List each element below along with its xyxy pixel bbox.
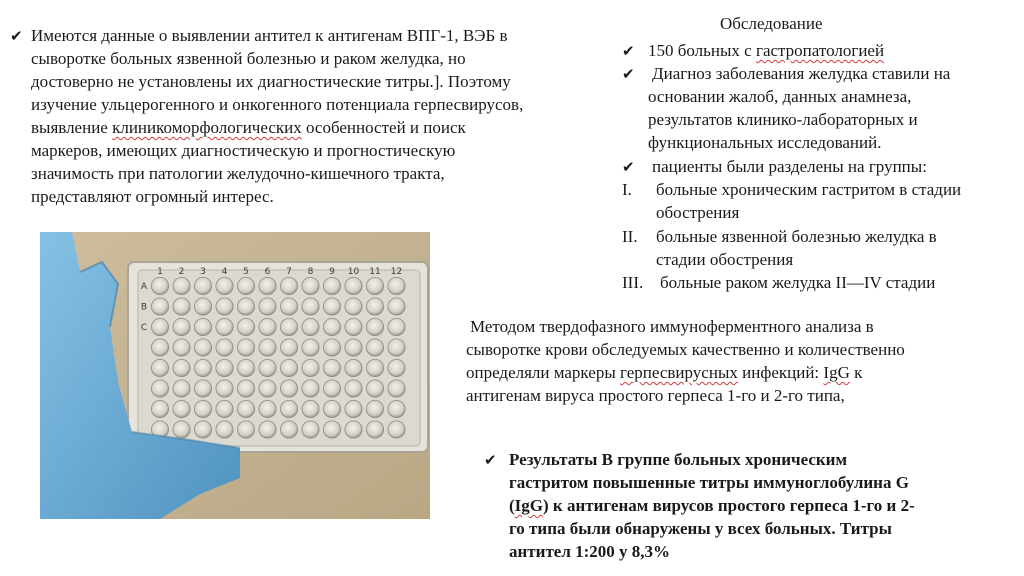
- plate-row-labels: [141, 282, 148, 333]
- study-item-3: пациенты были разделены на группы:: [652, 157, 927, 176]
- plate-well: [237, 380, 254, 397]
- method-line-1: Методом твердофазного иммуноферментного анализа в: [470, 317, 874, 336]
- plate-well: [388, 318, 405, 335]
- checkmark-icon: ✔: [10, 27, 23, 45]
- results-line-3: (IgG) к антигенам вирусов простого герпеса 1-го и 2-: [509, 496, 915, 515]
- plate-well: [323, 421, 340, 438]
- results-line-5: антител 1:200 у 8,3%: [509, 542, 671, 561]
- group-3-line-1: больные раком желудка II—IV стадии: [660, 273, 936, 292]
- plate-well: [345, 277, 362, 294]
- plate-column-label: 12: [390, 267, 403, 277]
- plate-well: [323, 298, 340, 315]
- checkmark-icon: ✔: [622, 158, 635, 176]
- plate-well: [173, 380, 190, 397]
- plate-well: [388, 339, 405, 356]
- plate-well: [280, 380, 297, 397]
- plate-well: [280, 277, 297, 294]
- plate-well: [216, 359, 233, 376]
- intro-line-8: представляют огромный интерес.: [31, 187, 274, 206]
- plate-well: [366, 380, 383, 397]
- plate-row-label: B: [140, 302, 148, 313]
- group-2-line-1: больные язвенной болезнью желудка в: [656, 227, 937, 246]
- plate-well: [194, 400, 211, 417]
- intro-line-3: достоверно не установлены их диагностические титры.]. Поэтому: [31, 72, 511, 91]
- intro-line-5: выявление клиникоморфологических особенностей и поиск: [31, 118, 466, 137]
- plate-well: [216, 421, 233, 438]
- plate-well: [216, 380, 233, 397]
- plate-well: [323, 318, 340, 335]
- plate-well: [237, 339, 254, 356]
- plate-well: [216, 318, 233, 335]
- intro-line-1: Имеются данные о выявлении антител к антигенам ВПГ-1, ВЭБ в: [31, 26, 508, 45]
- plate-well: [388, 421, 405, 438]
- plate-well: [280, 298, 297, 315]
- plate-well: [194, 298, 211, 315]
- intro-line-6: маркеров, имеющих диагностическую и прогностическую: [31, 141, 456, 160]
- intro-line-4: изучение ульцерогенного и онкогенного потенциала герпесвирусов,: [31, 95, 524, 114]
- plate-well: [388, 380, 405, 397]
- study-item-2-line-3: результатов клинико-лабораторных и: [648, 110, 918, 129]
- plate-well: [237, 318, 254, 335]
- plate-well: [366, 339, 383, 356]
- plate-well: [345, 400, 362, 417]
- plate-well: [237, 400, 254, 417]
- plate-well: [366, 400, 383, 417]
- plate-well: [216, 277, 233, 294]
- results-line-4: го типа были обнаружены у всех больных. Титры: [509, 519, 892, 538]
- plate-well: [280, 421, 297, 438]
- group-numeral-1: I.: [622, 180, 632, 199]
- group-numeral-3: III.: [622, 273, 644, 292]
- plate-well: [259, 380, 276, 397]
- plate-well: [323, 400, 340, 417]
- plate-well: [302, 298, 319, 315]
- plate-well: [323, 339, 340, 356]
- plate-well: [194, 277, 211, 294]
- plate-well: [237, 298, 254, 315]
- plate-well: [345, 421, 362, 438]
- study-item-1: 150 больных с гастропатологией: [648, 41, 885, 60]
- plate-well: [259, 421, 276, 438]
- plate-well: [173, 298, 190, 315]
- intro-line-7: значимость при патологии желудочно-кишечного тракта,: [31, 164, 445, 183]
- plate-well: [259, 400, 276, 417]
- plate-well: [345, 359, 362, 376]
- plate-well: [151, 400, 168, 417]
- study-item-2-line-4: функциональных исследований.: [648, 133, 882, 152]
- plate-well: [173, 359, 190, 376]
- plate-well: [280, 359, 297, 376]
- plate-well: [173, 318, 190, 335]
- results-line-2: гастритом повышенные титры иммуноглобулина G: [509, 473, 909, 492]
- plate-column-label: 7: [286, 267, 292, 277]
- plate-well: [151, 298, 168, 315]
- plate-well: [302, 380, 319, 397]
- plate-well: [345, 380, 362, 397]
- plate-well: [173, 339, 190, 356]
- plate-well: [173, 277, 190, 294]
- plate-column-label: 1: [157, 267, 163, 277]
- plate-well: [302, 400, 319, 417]
- plate-well: [194, 380, 211, 397]
- plate-well: [151, 277, 168, 294]
- plate-well: [366, 298, 383, 315]
- group-2-line-2: стадии обострения: [656, 250, 794, 269]
- plate-well: [173, 400, 190, 417]
- plate-row-label: C: [140, 323, 148, 333]
- method-line-4: антигенам вируса простого герпеса 1-го и 2-го типа,: [466, 386, 845, 405]
- plate-well: [237, 421, 254, 438]
- plate-column-label: 10: [347, 267, 360, 277]
- plate-well: [323, 380, 340, 397]
- plate-well: [259, 339, 276, 356]
- plate-well: [366, 421, 383, 438]
- plate-column-label: 9: [329, 267, 335, 277]
- plate-well: [388, 277, 405, 294]
- plate-well: [366, 318, 383, 335]
- plate-well: [237, 359, 254, 376]
- plate-well: [151, 359, 168, 376]
- plate-well: [280, 339, 297, 356]
- group-1-line-1: больные хроническим гастритом в стадии: [656, 180, 962, 199]
- checkmark-icon: ✔: [622, 42, 635, 60]
- plate-well: [216, 400, 233, 417]
- plate-well: [280, 400, 297, 417]
- plate-well: [323, 359, 340, 376]
- checkmark-icon: ✔: [622, 65, 635, 83]
- study-item-2-line-2: основании жалоб, данных анамнеза,: [648, 87, 912, 106]
- group-1-line-2: обострения: [656, 203, 740, 222]
- plate-well: [151, 339, 168, 356]
- plate-well: [194, 318, 211, 335]
- plate-well: [194, 359, 211, 376]
- plate-well: [194, 421, 211, 438]
- plate-well: [388, 359, 405, 376]
- plate-column-label: 4: [221, 267, 228, 277]
- plate-well: [151, 318, 168, 335]
- plate-well: [216, 339, 233, 356]
- group-numeral-2: II.: [622, 227, 638, 246]
- plate-column-label: 6: [264, 267, 271, 277]
- plate-well: [280, 318, 297, 335]
- plate-well: [302, 359, 319, 376]
- plate-well: [302, 339, 319, 356]
- plate-well: [259, 359, 276, 376]
- results-line-1: Результаты В группе больных хроническим: [509, 450, 848, 469]
- plate-column-label: 3: [200, 267, 206, 277]
- plate-column-label: 11: [369, 267, 381, 277]
- plate-well: [259, 277, 276, 294]
- plate-well: [302, 318, 319, 335]
- plate-well: [388, 298, 405, 315]
- plate-well: [259, 298, 276, 315]
- microplate-photo: [40, 232, 430, 519]
- plate-well: [259, 318, 276, 335]
- plate-well: [302, 421, 319, 438]
- method-line-3: определяли маркеры герпесвирусных инфекций: IgG к: [466, 363, 863, 382]
- plate-column-label: 8: [307, 267, 314, 277]
- plate-well: [323, 277, 340, 294]
- plate-well: [366, 277, 383, 294]
- plate-well: [302, 277, 319, 294]
- plate-well: [173, 421, 190, 438]
- plate-well: [345, 298, 362, 315]
- plate-column-label: 5: [243, 267, 249, 277]
- study-item-2-line-1: Диагноз заболевания желудка ставили на: [652, 64, 951, 83]
- method-line-2: сыворотке крови обследуемых качественно и количественно: [466, 340, 905, 359]
- plate-row-label: A: [140, 282, 148, 292]
- plate-well: [151, 380, 168, 397]
- plate-well: [388, 400, 405, 417]
- plate-column-label: 2: [178, 267, 185, 277]
- study-heading: Обследование: [720, 14, 823, 33]
- plate-well: [345, 318, 362, 335]
- plate-well: [237, 277, 254, 294]
- plate-well: [366, 359, 383, 376]
- intro-line-2: сыворотке больных язвенной болезнью и раком желудка, но: [31, 49, 466, 68]
- plate-well: [194, 339, 211, 356]
- plate-well: [216, 298, 233, 315]
- plate-well: [345, 339, 362, 356]
- checkmark-icon: ✔: [484, 451, 497, 469]
